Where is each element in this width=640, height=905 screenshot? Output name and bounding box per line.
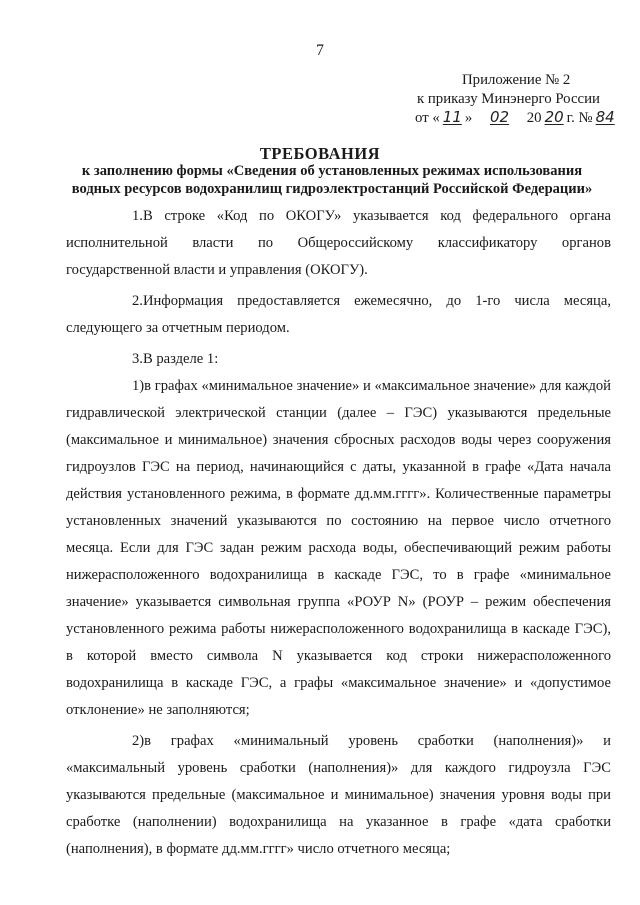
paragraph [66, 728, 611, 863]
document-title: ТРЕБОВАНИЯ [259, 144, 381, 163]
paragraph [66, 373, 611, 724]
paragraph-text: В строке «Код по ОКОГУ» указывается код федерального органа исполнительной власти по Общероссийскому классификатору органов государственной власти и управления (ОКОГУ). [66, 208, 611, 278]
paragraph-number: 2. [132, 293, 143, 309]
paragraph-number: 1) [132, 378, 145, 394]
paragraph [66, 288, 611, 342]
paragraph-text: В разделе 1: [142, 351, 219, 367]
approval-block [410, 71, 615, 128]
paragraph-text: в графах «минимальный уровень сработки (наполнения)» и «максимальный уровень сработки (наполнения)» для каждого гидроузла ГЭС указываются предельные (максимальное и минимальное) значения уровня воды при сработке (наполнении) водохранилища на указанное в графе «дата сработки (наполнения), в формате дд.мм.гггг» число отчетного месяца; [66, 733, 611, 857]
approval-appendix: Приложение № 2 [462, 72, 571, 88]
paragraph-text: Информация предоставляется ежемесячно, до 1-го числа месяца, следующего за отчетным периодом. [66, 293, 611, 336]
paragraph-number: 3. [132, 351, 143, 367]
document-body [66, 203, 611, 863]
approval-number-label: г. № [566, 110, 593, 126]
paragraph-number: 1. [132, 208, 143, 224]
page-number: 7 [316, 42, 324, 59]
approval-month: 02 [489, 108, 510, 126]
approval-date-line [410, 108, 615, 128]
paragraph-text: в графах «минимальное значение» и «максимальное значение» для каждой гидравлической электрической станции (далее – ГЭС) указываются предельные (максимальное и минимальное) значения сбросных расходов воды через сооружения гидроузлов ГЭС на период, начинающийся с даты, указанной в графе «Дата начала действия установленного режима, в формате дд.мм.гггг». Количественные параметры установленных значений указываются по состоянию на первое число отчетного месяца. Если для ГЭС задан режим расхода воды, обеспечивающий режим работы нижерасположенного водохранилища в каскаде ГЭС, то в графе «минимальное значение» указывается символьная группа «РОУР N» (РОУР – режим обеспечения установленного режима работы нижерасположенного водохранилища в каскаде ГЭС), в которой вместо символа N указывается код строки нижерасположенного водохранилища в каскаде ГЭС, а графы «максимальное значение» и «допустимое отклонение» не заполняются; [66, 378, 611, 718]
approval-day: 11 [442, 108, 462, 126]
paragraph [66, 346, 611, 373]
approval-date-prefix: от « [415, 110, 440, 126]
approval-date-quote: » [464, 110, 473, 126]
approval-number: 84 [595, 108, 615, 126]
paragraph-number: 2) [132, 733, 145, 749]
document-subtitle: к заполнению формы «Сведения об установленных режимах использования водных ресурсов водохранилищ гидроэлектростанций Российской Федерации» [71, 163, 593, 197]
paragraph [66, 203, 611, 284]
approval-year: 20 [544, 108, 564, 126]
approval-order: к приказу Минэнерго России [417, 90, 600, 107]
approval-century: 20 [526, 110, 542, 126]
